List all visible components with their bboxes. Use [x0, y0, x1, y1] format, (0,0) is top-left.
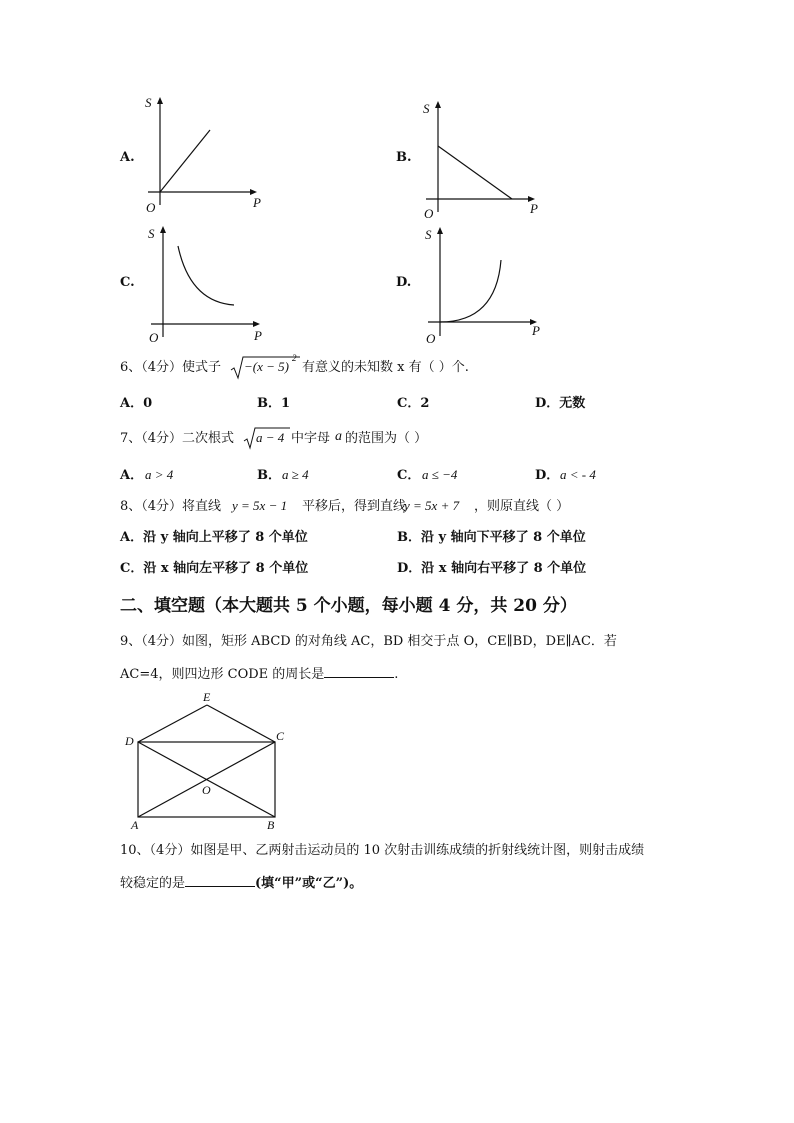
- rect-label-c: C: [276, 729, 285, 743]
- q6-option-a[interactable]: A．0: [120, 396, 153, 411]
- q8-option-d[interactable]: D．沿 x 轴向右平移了 8 个单位: [397, 561, 587, 576]
- segment-ec: [207, 705, 275, 742]
- graph-b-p: P: [530, 201, 538, 216]
- graph-d-o: O: [426, 331, 436, 346]
- rect-label-b: B: [267, 818, 275, 832]
- graph-c-p: P: [254, 328, 262, 343]
- graph-a-label: A.: [120, 150, 135, 165]
- graph-b-label: B.: [396, 150, 412, 165]
- q8-line1: y = 5x − 1: [232, 498, 288, 513]
- q9-answer-blank[interactable]: [324, 665, 394, 678]
- rect-label-a: A: [131, 818, 139, 832]
- q7-middle: 中字母: [291, 431, 331, 446]
- q7-option-c-letter: C．: [397, 468, 421, 483]
- q8-option-b[interactable]: B．沿 y 轴向下平移了 8 个单位: [397, 530, 586, 545]
- q7-var: a: [335, 429, 342, 444]
- graph-d-curve: [440, 260, 501, 322]
- q8-option-a[interactable]: A．沿 y 轴向上平移了 8 个单位: [120, 530, 308, 545]
- q8-option-c[interactable]: C．沿 x 轴向左平移了 8 个单位: [120, 561, 309, 576]
- graph-c-curve: [178, 246, 234, 305]
- section-2-title: 二、填空题（本大题共 5 个小题，每小题 4 分，共 20 分）: [120, 596, 577, 616]
- q6-prefix: 6、（4分）使式子: [120, 360, 222, 375]
- graph-a-o: O: [146, 200, 156, 215]
- q7-option-d-letter: D．: [535, 468, 560, 483]
- q9-line2-prefix: AC=4，则四边形 CODE 的周长是: [120, 667, 325, 682]
- q7-option-b-letter: B．: [257, 468, 281, 483]
- q10-line1: 10、（4分）如图是甲、乙两射击运动员的 10 次射击训练成绩的折射线统计图，则射击成绩: [120, 843, 645, 858]
- q8-suffix: ，则原直线（ ）: [474, 499, 570, 514]
- graph-b-o: O: [424, 206, 434, 221]
- q7-option-c-math: a ≤ −4: [422, 467, 458, 482]
- q10-line2: [120, 874, 362, 892]
- q7-option-b-math: a ≥ 4: [282, 467, 309, 482]
- q6-expr: −(x − 5): [244, 359, 289, 374]
- q10-answer-blank[interactable]: [185, 874, 255, 887]
- graph-b-curve: [438, 146, 512, 199]
- q6-option-b[interactable]: B．1: [257, 396, 291, 411]
- q8-prefix: 8、（4分）将直线: [120, 499, 222, 514]
- q6-option-d[interactable]: D．无数: [535, 396, 586, 411]
- graph-d-label: D.: [396, 275, 412, 290]
- q7-option-a-math: a > 4: [145, 467, 174, 482]
- rect-label-e: E: [203, 690, 211, 704]
- segment-de: [138, 705, 207, 742]
- q10-line2-prefix: 较稳定的是: [120, 876, 186, 891]
- q6-suffix: 有意义的未知数 x 有（ ）个.: [302, 360, 469, 375]
- graph-a-curve: [160, 130, 210, 192]
- graph-b-s: S: [423, 101, 430, 116]
- q10-line2-suffix: (填“甲”或“乙”)。: [255, 876, 363, 891]
- rect-label-o: O: [202, 783, 211, 797]
- q8-middle: 平移后，得到直线: [302, 499, 407, 514]
- q7-option-a-letter: A．: [120, 468, 144, 483]
- q7-prefix: 7、（4分）二次根式: [120, 431, 235, 446]
- graph-a-p: P: [253, 195, 261, 210]
- q6-exp: 2: [292, 353, 297, 363]
- graph-d-p: P: [532, 323, 540, 338]
- q7-suffix: 的范围为（ ）: [345, 431, 428, 446]
- q6-option-c[interactable]: C．2: [397, 396, 430, 411]
- rect-label-d: D: [125, 734, 134, 748]
- graph-c-s: S: [148, 226, 155, 241]
- graph-c-o: O: [149, 330, 159, 345]
- graph-c-label: C.: [120, 275, 135, 290]
- q7-option-d-math: a < - 4: [560, 467, 596, 482]
- q7-expr: a − 4: [256, 430, 285, 445]
- q9-line1: 9、（4分）如图，矩形 ABCD 的对角线 AC，BD 相交于点 O，CE∥BD，DE∥AC．若: [120, 634, 617, 649]
- q8-line2: y = 5x + 7: [404, 498, 460, 513]
- graph-a-s: S: [145, 95, 152, 110]
- q9-line2-suffix: .: [394, 667, 399, 682]
- q9-line2: [120, 665, 398, 683]
- graph-d-s: S: [425, 227, 432, 242]
